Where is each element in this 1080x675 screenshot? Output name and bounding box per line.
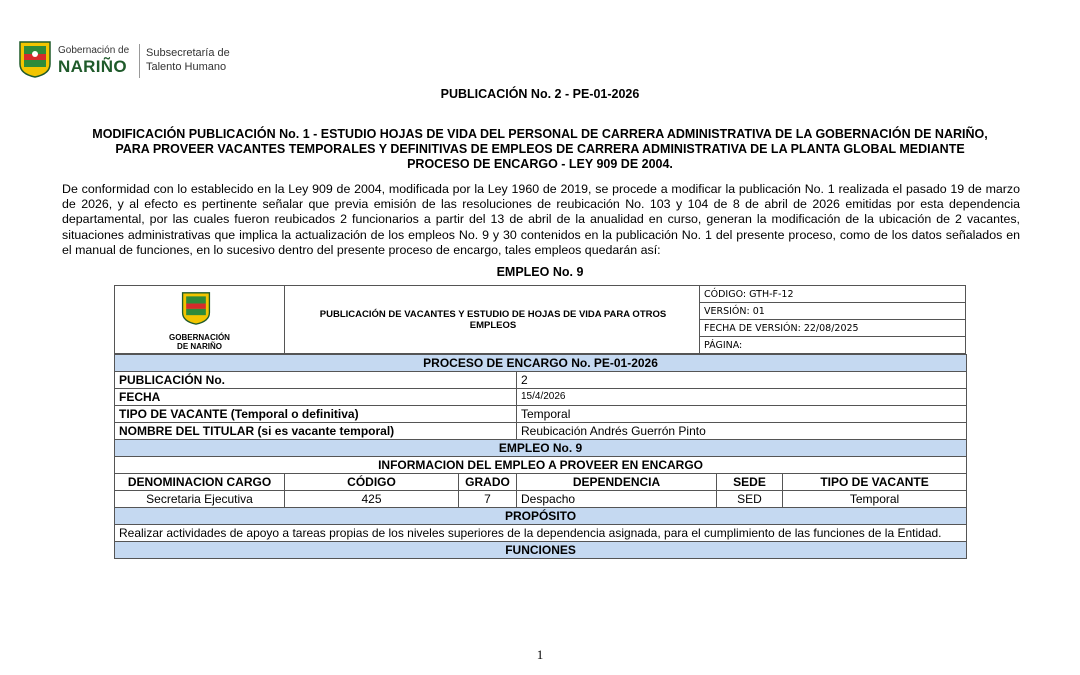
fecha-label: FECHA [115,389,517,406]
proceso-band: PROCESO DE ENCARGO No. PE-01-2026 [115,355,967,372]
form-page: PÁGINA: [704,340,743,351]
encargo-table [114,354,967,559]
coat-of-arms-icon [18,40,52,78]
form-center-title: PUBLICACIÓN DE VACANTES Y ESTUDIO DE HOJAS DE VIDA PARA OTROS EMPLEOS [319,309,667,331]
column-header: DENOMINACION CARGO [115,474,285,491]
table-cell: 425 [285,491,459,508]
column-header: SEDE [717,474,783,491]
body-paragraph: De conformidad con lo establecido en la Ley 909 de 2004, modificada por la Ley 1960 de 2019, se procede a modificar la publicación No. 1 realizada el pasado 19 de marzo de 2026, y al efecto es pertinente señalar que previa emisión de las resoluciones de reubicación No. 103 y 104 de 8 de abril de 2026 emitidas por esta dependencia departamental, por las cuales fueron reubicados 2 funcionarios a partir del 13 de abril de la anualidad en curso, generan la modificación de la ubicación de 2 vacantes, situaciones administrativas que implica la actualización de los empleos No. 9 y 30 contenidos en la publicación No. 1 del presente proceso, como de los datos señalados en el manual de funciones, en lo sucesivo dentro del presente proceso de encargo, tales empleos quedarán así: [62,182,1020,257]
empleo-heading: EMPLEO No. 9 [496,265,584,279]
org-name-line2: NARIÑO [58,57,127,76]
publication-title: PUBLICACIÓN No. 2 - PE-01-2026 [440,87,640,101]
sub-name-line2: Talento Humano [146,61,227,73]
table-cell: Despacho [517,491,717,508]
column-header: GRADO [459,474,517,491]
empleo-band: EMPLEO No. 9 [115,440,967,457]
titular-label: NOMBRE DEL TITULAR (si es vacante temporal) [115,423,517,440]
form-version: VERSIÓN: 01 [704,306,765,317]
publicacion-label: PUBLICACIÓN No. [115,372,517,389]
titular-value: Reubicación Andrés Guerrón Pinto [517,423,967,440]
main-title: MODIFICACIÓN PUBLICACIÓN No. 1 - ESTUDIO HOJAS DE VIDA DEL PERSONAL DE CARRERA ADMINISTRATIVA DE LA GOBERNACIÓN DE NARIÑO, PARA PROVEER VACANTES TEMPORALES Y DEFINITIVAS DE EMPLEOS DE CARRERA ADMINISTRATIVA DE LA PLANTA GLOBAL MEDIANTE PROCESO DE ENCARGO - LEY 909 DE 2004. [92,127,988,171]
info-band: INFORMACION DEL EMPLEO A PROVEER EN ENCARGO [115,457,967,474]
page-number: 1 [536,647,544,662]
form-coat-of-arms-icon [174,291,218,325]
tipo-vacante-label: TIPO DE VACANTE (Temporal o definitiva) [115,406,517,423]
form-version-date: FECHA DE VERSIÓN: 22/08/2025 [704,323,859,334]
table-cell: 7 [459,491,517,508]
form-code: CÓDIGO: GTH-F-12 [704,289,794,300]
sub-name-line1: Subsecretaría de [146,47,230,59]
form-logo-line2: DE NARIÑO [177,342,222,351]
code-divider [699,302,966,303]
column-header: TIPO DE VACANTE [783,474,967,491]
tipo-vacante-value: Temporal [517,406,967,423]
header-divider [139,44,140,78]
proposito-band: PROPÓSITO [115,508,967,525]
form-header-logo-cell [114,285,285,354]
funciones-band: FUNCIONES [115,542,967,559]
org-name-line1: Gobernación de [58,45,130,56]
table-cell: Temporal [783,491,967,508]
fecha-value: 15/4/2026 [517,389,967,406]
table-cell: SED [717,491,783,508]
column-header: DEPENDENCIA [517,474,717,491]
form-logo-line1: GOBERNACIÓN [169,333,230,342]
code-divider [699,319,966,320]
column-header: CÓDIGO [285,474,459,491]
proposito-text: Realizar actividades de apoyo a tareas propias de los niveles superiores de la dependencia asignada, para el cumplimiento de las funciones de la Entidad. [115,525,967,542]
form-header-title-cell [284,285,700,354]
publicacion-value: 2 [517,372,967,389]
table-cell: Secretaria Ejecutiva [115,491,285,508]
code-divider [699,336,966,337]
